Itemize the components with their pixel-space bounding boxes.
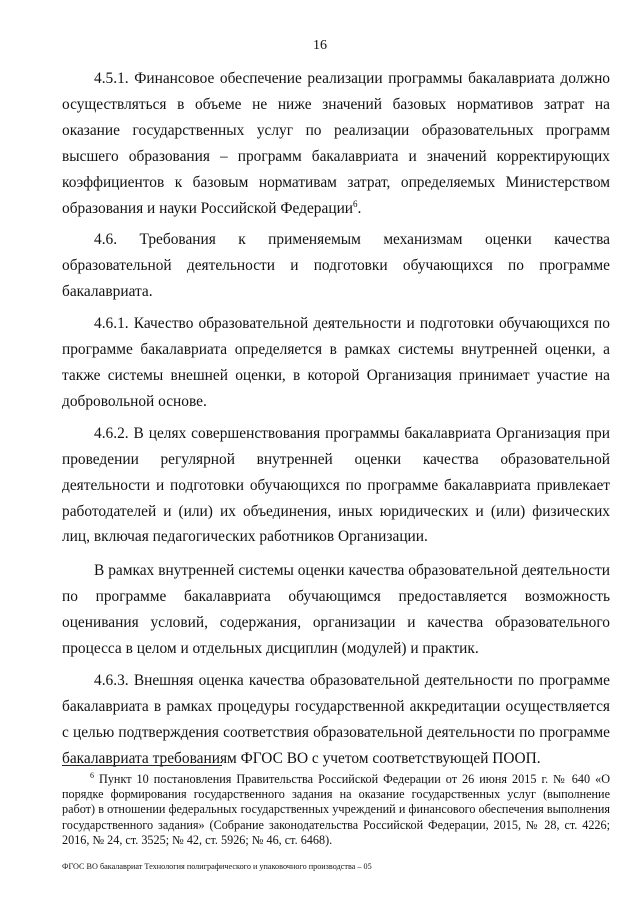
footnote-separator [62,765,222,766]
footnote-marker: 6 [90,770,94,780]
paragraph-4-6-2: 4.6.2. В целях совершенствования программы бакалавриата Организация при проведении регулярной внутренней оценки качества образовательной деятельности и подготовки обучающихся по программе бакалавриата привлекает работодателей и (или) их объединения, иных юридических и (или) физических лиц, включая педагогических работников Организации. [62,424,610,546]
footnote-reference[interactable]: 6 [353,198,358,209]
document-body [62,66,610,778]
paragraph-4-6-1: 4.6.1. Качество образовательной деятельности и подготовки обучающихся по программе бакалавриата определяется в рамках системы внутренней оценки, а также системы внешней оценки, в которой Организация принимает участие на добровольной основе. [62,315,610,410]
paragraph-4-6: 4.6. Требования к применяемым механизмам оценки качества образовательной деятельности и подготовки обучающихся по программе бакалавриата. [62,231,610,301]
paragraph-4-6-2-continued: В рамках внутренней системы оценки качества образовательной деятельности по программе бакалавриата обучающимся предоставляется возможность оценивания условий, содержания, организации и качества образовательного процесса в целом и отдельных дисциплин (модулей) и практик. [62,562,610,658]
paragraph-text: 4.5.1. Финансовое обеспечение реализации программы бакалавриата должно осуществляться в объеме не ниже значений базовых нормативов затрат на оказание государственных услуг по реализации образовательных программ высшего образования – программ бакалавриата и значений корректирующих коэффициентов к базовым нормативам затрат, определяемых Министерством образования и науки Российской Федерации [62,70,610,217]
page-number: 16 [313,38,327,53]
paragraph-4-5-1 [62,66,610,221]
document-footer: ФГОС ВО бакалавриат Технология полиграфического и упаковочного производства – 05 [62,862,372,871]
footnote-text: Пункт 10 постановления Правительства Российской Федерации от 26 июня 2015 г. № 640 «О порядке формирования государственного задания на оказание государственных услуг (выполнение работ) в отношении федеральных государственных учреждений и финансового обеспечения выполнения государственного задания» (Собрание законодательства Российской Федерации, 2015, № 28, ст. 4226; 2016, № 24, ст. 3525; № 42, ст. 5926; № 46, ст. 6468). [62,772,610,847]
footnote [62,772,610,848]
paragraph-4-6-3: 4.6.3. Внешняя оценка качества образовательной деятельности по программе бакалавриата в рамках процедуры государственной аккредитации осуществляется с целью подтверждения соответствия образовательной деятельности по программе бакалавриата требованиям ФГОС ВО с учетом соответствующей ПООП. [62,671,610,767]
paragraph-tail: . [357,199,362,217]
